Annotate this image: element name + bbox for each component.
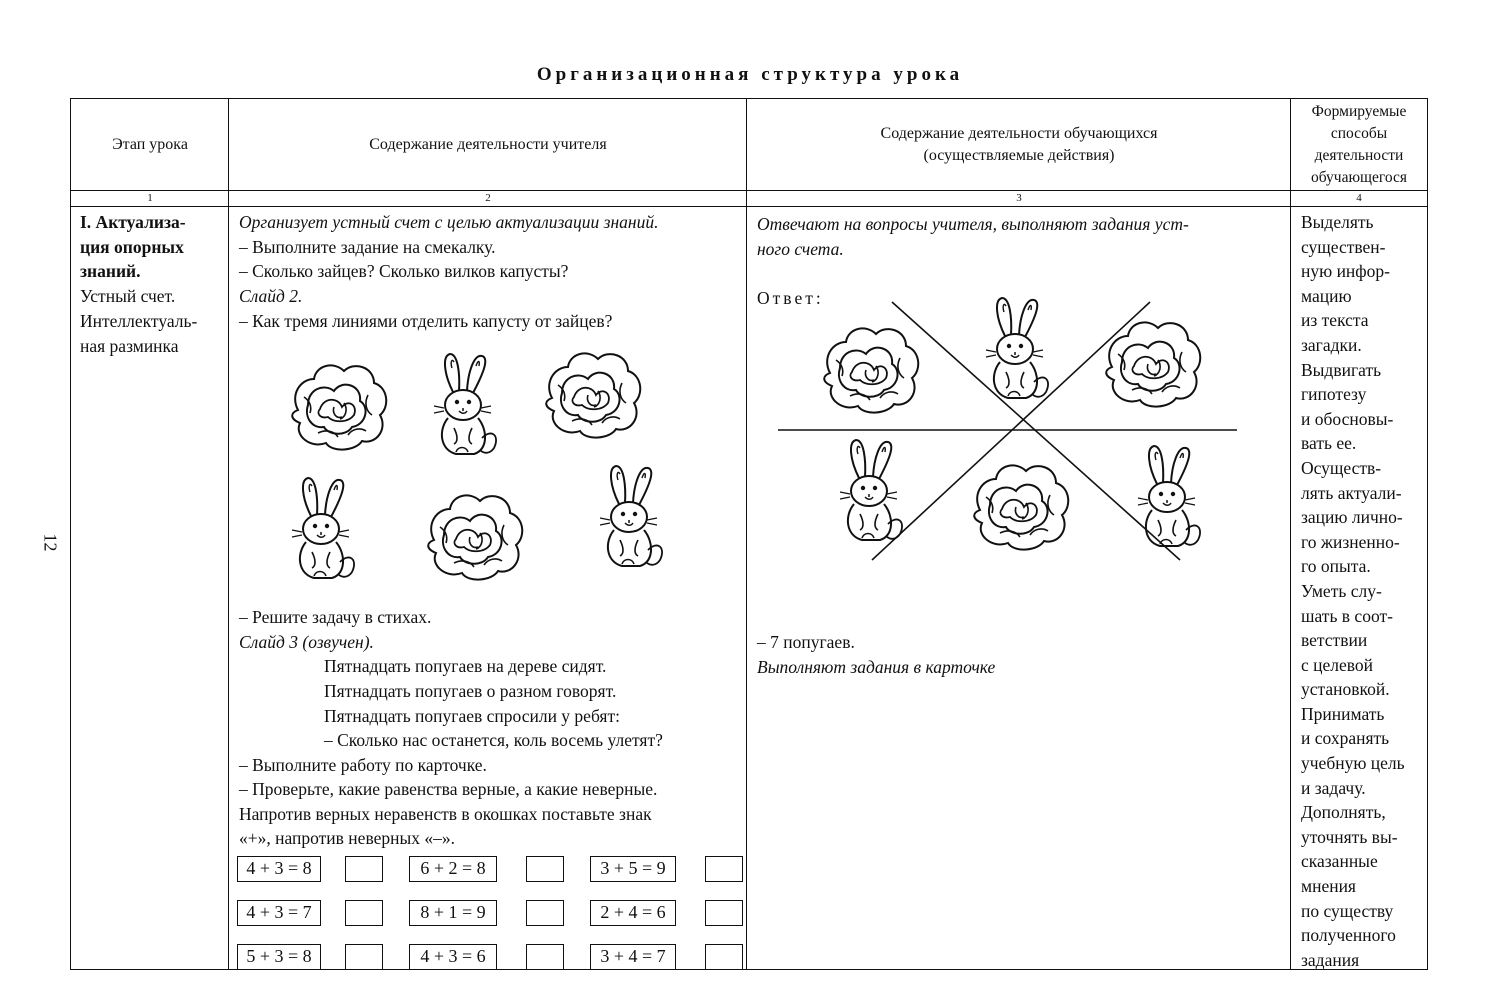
skills-line: Осуществ- bbox=[1301, 457, 1382, 478]
cabbage-icon bbox=[1106, 322, 1200, 406]
skills-line: по существу bbox=[1301, 900, 1394, 921]
stage-title-line: I. Актуализа- bbox=[80, 212, 186, 232]
stage-title-line: знаний. bbox=[80, 261, 141, 282]
teacher-line: Напротив верных неравенств в окошках поставьте знак bbox=[239, 804, 652, 824]
skills-line: и обосновы- bbox=[1301, 408, 1394, 429]
students-intro: Отвечают на вопросы учителя, выполняют задания уст- bbox=[757, 214, 1189, 234]
column-number: 4 bbox=[1356, 192, 1362, 204]
equation: 4 + 3 = 6 bbox=[409, 944, 497, 970]
answer-parrots: – 7 попугаев. bbox=[757, 632, 855, 652]
skills-line: мацию bbox=[1301, 285, 1352, 306]
skills-line: шать в соот- bbox=[1301, 605, 1393, 626]
skills-cell bbox=[1301, 210, 1426, 972]
students-card-task: Выполняют задания в карточке bbox=[757, 657, 996, 677]
skills-line: ветствии bbox=[1301, 630, 1368, 651]
skills-line: и задачу. bbox=[1301, 777, 1366, 798]
teacher-intro: Организует устный счет с целью актуализации знаний. bbox=[239, 212, 659, 232]
teacher-line: – Выполните задание на смекалку. bbox=[239, 237, 496, 257]
teacher-line: – Сколько зайцев? Сколько вилков капусты? bbox=[239, 261, 569, 281]
stage-line: ная разминка bbox=[80, 335, 179, 356]
skills-line: гипотезу bbox=[1301, 384, 1367, 405]
cabbage-icon bbox=[824, 328, 918, 412]
header-skills-line: деятельности bbox=[1314, 147, 1404, 164]
divider-line bbox=[892, 302, 1180, 560]
equation: 2 + 4 = 6 bbox=[590, 900, 676, 926]
slide-label: Слайд 2. bbox=[239, 286, 303, 306]
skills-line: го опыта. bbox=[1301, 556, 1371, 577]
skills-line: Выделять bbox=[1301, 212, 1374, 232]
header-skills-line: способы bbox=[1330, 125, 1388, 142]
skills-line: сказанные bbox=[1301, 851, 1378, 872]
skills-line: существен- bbox=[1301, 236, 1386, 257]
header-skills-line: Формируемые bbox=[1311, 103, 1407, 120]
teacher-line: – Выполните работу по карточке. bbox=[239, 755, 487, 775]
equation: 5 + 3 = 8 bbox=[237, 944, 321, 970]
equation: 3 + 4 = 7 bbox=[590, 944, 676, 970]
header-stage: Этап урока bbox=[112, 136, 188, 153]
skills-line: Уметь слу- bbox=[1301, 580, 1382, 601]
skills-line: мнения bbox=[1301, 876, 1356, 897]
rabbit-icon bbox=[840, 440, 902, 540]
stage-line: Устный счет. bbox=[80, 286, 176, 307]
header-students-line1: Содержание деятельности обучающихся bbox=[880, 125, 1158, 142]
skills-line: с целевой bbox=[1301, 654, 1374, 675]
poem-line: Пятнадцать попугаев о разном говорят. bbox=[324, 681, 617, 701]
students-intro: ного счета. bbox=[757, 239, 844, 259]
skills-line: го жизненно- bbox=[1301, 531, 1400, 552]
skills-line: задания bbox=[1301, 949, 1360, 970]
skills-line: установкой. bbox=[1301, 679, 1390, 700]
stage-line: Интеллектуаль- bbox=[80, 310, 198, 331]
skills-line: лять актуали- bbox=[1301, 482, 1402, 503]
divider-line bbox=[872, 302, 1150, 560]
rabbit-icon bbox=[986, 298, 1048, 398]
skills-line: уточнять вы- bbox=[1301, 826, 1398, 847]
equation: 4 + 3 = 8 bbox=[237, 856, 321, 882]
skills-line: зацию лично- bbox=[1301, 507, 1403, 528]
column-number: 2 bbox=[485, 192, 491, 204]
column-number: 3 bbox=[1016, 192, 1022, 204]
answer-label: Ответ: bbox=[757, 288, 824, 308]
skills-line: из текста bbox=[1301, 310, 1369, 331]
teacher-line: «+», напротив неверных «–». bbox=[239, 828, 455, 848]
skills-line: Принимать bbox=[1301, 703, 1385, 724]
page-title: Организационная структура урока bbox=[536, 64, 964, 85]
column-number: 1 bbox=[147, 192, 153, 204]
skills-line: учебную цель bbox=[1301, 753, 1405, 774]
teacher-line: – Решите задачу в стихах. bbox=[239, 607, 432, 627]
skills-line: ную инфор- bbox=[1301, 261, 1390, 282]
header-teacher: Содержание деятельности учителя bbox=[369, 136, 607, 153]
skills-line: и сохранять bbox=[1301, 728, 1390, 749]
cabbage-icon bbox=[974, 465, 1068, 549]
poem-line: – Сколько нас останется, коль восемь улетят? bbox=[324, 730, 663, 750]
equation: 8 + 1 = 9 bbox=[409, 900, 497, 926]
poem-line: Пятнадцать попугаев на дереве сидят. bbox=[324, 656, 607, 676]
skills-line: полученного bbox=[1301, 925, 1396, 946]
header-skills-line: обучающегося bbox=[1311, 169, 1407, 186]
skills-line: загадки. bbox=[1301, 334, 1362, 355]
poem-line: Пятнадцать попугаев спросили у ребят: bbox=[324, 706, 620, 726]
teacher-line: – Как тремя линиями отделить капусту от зайцев? bbox=[239, 311, 613, 331]
skills-line: вать ее. bbox=[1301, 433, 1357, 454]
page-number: 12 bbox=[40, 533, 61, 552]
header-students-line2: (осуществляемые действия) bbox=[923, 147, 1115, 164]
skills-line: Выдвигать bbox=[1301, 359, 1382, 380]
teacher-line: – Проверьте, какие равенства верные, а какие неверные. bbox=[239, 779, 658, 799]
equation: 6 + 2 = 8 bbox=[409, 856, 497, 882]
skills-line: Дополнять, bbox=[1301, 802, 1386, 823]
equation: 4 + 3 = 7 bbox=[237, 900, 321, 926]
slide-label: Слайд 3 (озвучен). bbox=[239, 632, 374, 652]
equation: 3 + 5 = 9 bbox=[590, 856, 676, 882]
stage-title-line: ция опорных bbox=[80, 236, 184, 257]
